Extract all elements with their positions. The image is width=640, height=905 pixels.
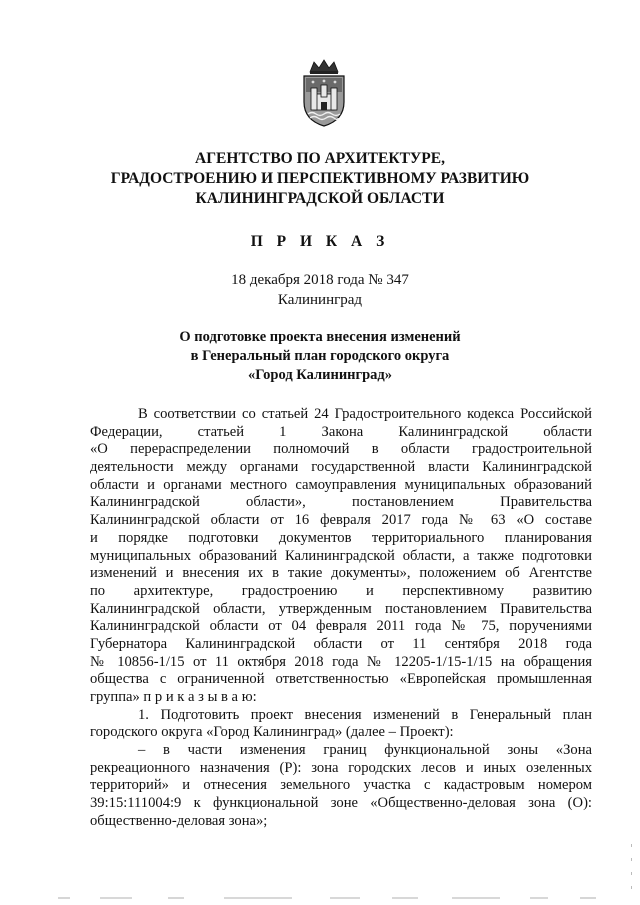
body-line: рекреационного назначения (Р): зона городских лесов и иных озеленных xyxy=(90,759,592,776)
subject-line-1: О подготовке проекта внесения изменений xyxy=(179,329,461,345)
scan-edge-marks xyxy=(628,840,636,900)
body-line: и порядке подготовки документов территориального планирования xyxy=(90,529,592,546)
body-line: № 10856-1/15 от 11 октября 2018 года № 12205-1/15-1/15 на обращения xyxy=(90,653,592,670)
subject-line-2: в Генеральный план городского округа xyxy=(190,348,450,364)
body-line: общества с ограниченной ответственностью «Европейская промышленная xyxy=(90,671,592,688)
body-line: 1. Подготовить проект внесения изменений в Генеральный план xyxy=(138,706,592,723)
kaliningrad-coat-of-arms-icon xyxy=(296,58,352,128)
body-line: муниципальных образований Калининградской области, а также подготовки xyxy=(90,547,592,564)
body-line: В соответствии со статьей 24 Градостроительного кодекса Российской xyxy=(138,406,592,422)
body-line: – в части изменения границ функциональной зоны «Зона xyxy=(138,742,592,759)
body-line: городского округа «Город Калининград» (далее – Проект): xyxy=(90,724,454,741)
order-subject xyxy=(60,328,580,385)
body-line: Калининградской области от 04 февраля 2011 года № 75, поручениями xyxy=(90,618,592,635)
body-line: территорий» и отнесения земельного участка с кадастровым номером xyxy=(90,777,592,794)
body-line: Губернатора Калининградской области от 11 сентября 2018 года xyxy=(90,635,592,652)
body-line: общественно-деловая зона»; xyxy=(90,812,268,829)
body-line: Федерации, статьей 1 Закона Калининградской области xyxy=(90,423,592,440)
scan-artifact-marks xyxy=(0,893,640,903)
body-line: по архитектуре, градостроению и перспективному развитию xyxy=(90,582,592,599)
order-city: Калининград xyxy=(277,292,363,308)
body-line: области и органами местного самоуправления муниципальных образований xyxy=(90,476,592,493)
body-line: 39:15:111004:9 к функциональной зоне «Общественно-деловая зона (О): xyxy=(90,795,592,812)
agency-name xyxy=(60,149,580,209)
body-line: изменений и внесения их в такие документы», положением об Агентстве xyxy=(90,565,592,582)
agency-line-3: КАЛИНИНГРАДСКОЙ ОБЛАСТИ xyxy=(195,190,445,207)
document-type: П Р И К А З xyxy=(250,233,390,250)
agency-line-1: АГЕНТСТВО ПО АРХИТЕКТУРЕ, xyxy=(195,150,445,167)
subject-line-3: «Город Калининград» xyxy=(247,367,393,383)
agency-line-2: ГРАДОСТРОЕНИЮ И ПЕРСПЕКТИВНОМУ РАЗВИТИЮ xyxy=(110,170,530,187)
body-line: Калининградской области, утвержденным постановлением Правительства xyxy=(90,600,592,617)
body-line: Калининградской области», постановлением Правительства xyxy=(90,494,592,511)
order-date-number: 18 декабря 2018 года № 347 xyxy=(231,272,409,288)
body-line: группа» п р и к а з ы в а ю: xyxy=(90,689,257,705)
body-line: деятельности между органами государственной власти Калининградской xyxy=(90,459,592,476)
body-line: Калининградской области от 16 февраля 2017 года № 63 «О составе xyxy=(90,512,592,529)
body-line: «О перераспределении полномочий в области градостроительной xyxy=(90,441,592,458)
order-body xyxy=(90,406,592,831)
order-meta xyxy=(60,270,580,310)
